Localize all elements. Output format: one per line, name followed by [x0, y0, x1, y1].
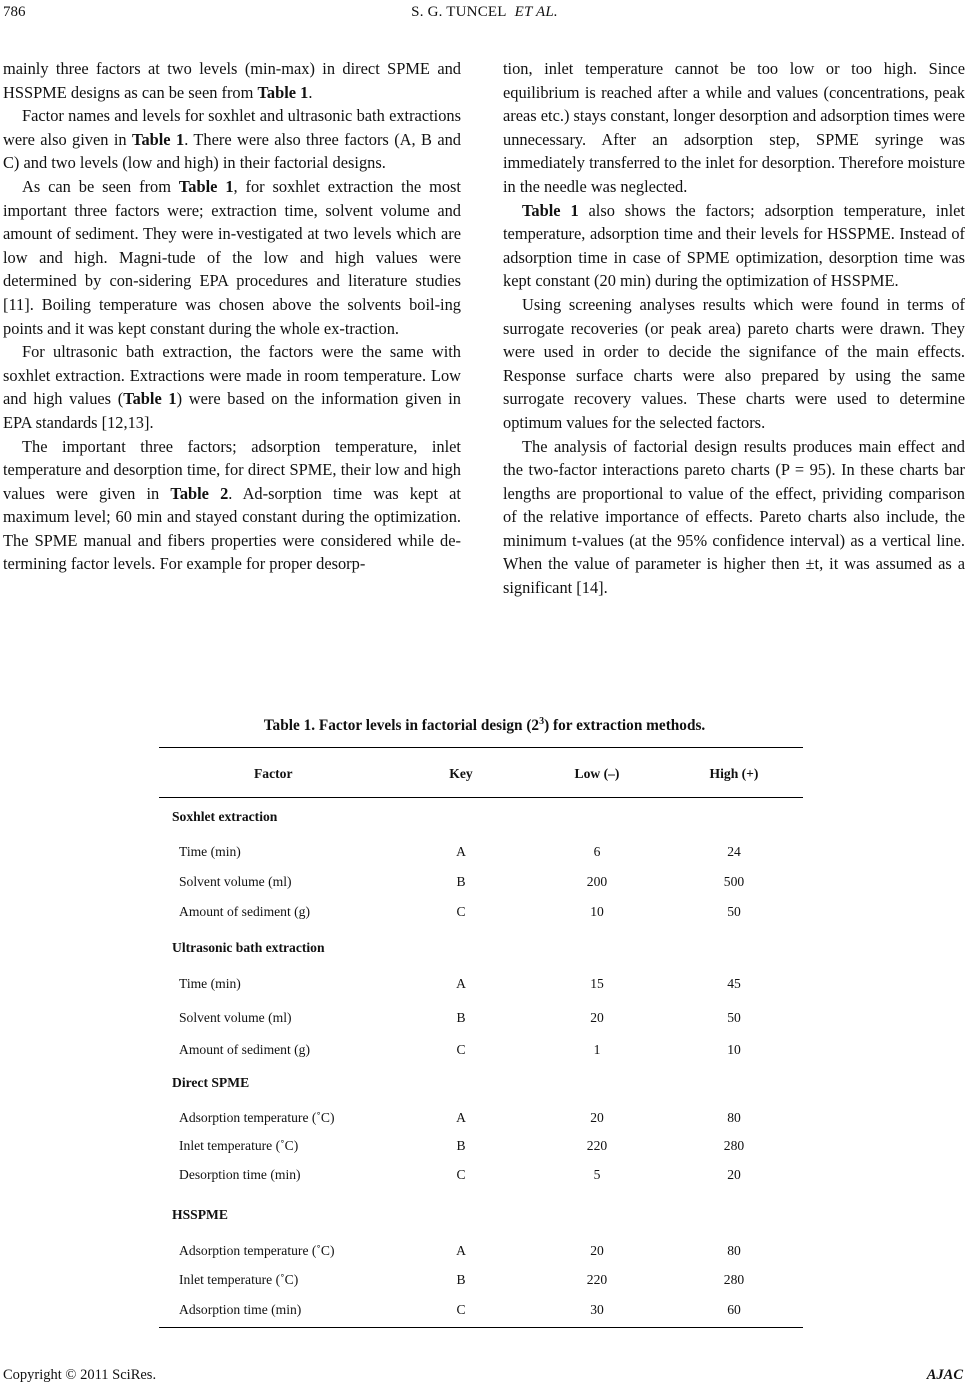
table-cell-factor: Time (min): [179, 976, 241, 991]
text-run: Using screening analyses results which were found in terms of surrogate recoveries (or peak area) pareto charts were drawn. They were used in order to decide the signifance of the main effects. Response surface charts were also prepared by using the same surrogate recovery values. These charts were used to determine optimum values for the selected factors.: [503, 294, 965, 432]
table-cell-low: 200: [586, 874, 608, 889]
text-run: As can be seen from: [22, 176, 179, 196]
table-cell-key: C: [456, 1042, 466, 1057]
text-run: The analysis of factorial design results produces main effect and the two-factor interactions pareto charts (P = 95). In these charts bar lengths are proportional to value of the effect, prividing comparison of the relative importance of effects. Pareto charts also include, the minimum t-values (at the 95% confidence interval) as a vertical line. When the value of parameter is higher then ±t, it was assumed as a significant [14].: [503, 436, 965, 598]
paragraph: [503, 293, 965, 435]
table-cell-factor: Amount of sediment (g): [179, 904, 311, 919]
table-cell-low: 220: [586, 1138, 608, 1153]
table-reference: Table 1: [132, 129, 185, 149]
group-heading: Soxhlet extraction: [172, 809, 278, 824]
running-title: [0, 4, 969, 21]
table-cell-low: 20: [590, 1110, 604, 1125]
text-run: The important three factors; adsorption temperature, inlet temperature and desorption time, for direct SPME, their low and high values were given in: [3, 436, 461, 503]
table-cell-high: 60: [727, 1302, 741, 1317]
table-reference: Table 1: [522, 200, 579, 220]
table-cell-high: 20: [727, 1167, 741, 1182]
text-run: also shows the factors; adsorption temperature, inlet temperature, adsorption time and their levels for HSSPME. Instead of adsorption time in case of SPME optimization, desorption time was kept constant (20 min) during the optimization of HSSPME.: [503, 200, 965, 291]
table-cell-factor: Solvent volume (ml): [179, 1010, 292, 1025]
table-cell-low: 20: [590, 1010, 604, 1025]
group-heading: Ultrasonic bath extraction: [172, 940, 325, 955]
table-cell-factor: Inlet temperature (˚C): [179, 1138, 299, 1153]
paragraph: [3, 435, 461, 577]
text-run: mainly three factors at two levels (min-max) in direct SPME and HSSPME designs as can be seen from: [3, 59, 461, 102]
table-cell-high: 80: [727, 1110, 741, 1125]
table-caption: [0, 716, 969, 735]
table-cell-high: 50: [727, 904, 741, 919]
text-run: , for soxhlet extraction the most important three factors were; extraction time, solvent volume and amount of sediment. They were in-vestigated at two levels which are low and high. Magni-tude of the low and high values were determined by con-sidering EPA procedures and literature studies [11]. Boiling temperature was chosen above the solvents boil-ing points and it was kept constant during the whole ex-traction.: [3, 176, 461, 338]
table-caption-prefix: Table 1. Factor levels in factorial design (2: [263, 717, 540, 735]
header-high: High (+): [709, 766, 759, 781]
table-cell-key: A: [456, 844, 466, 859]
table-cell-low: 6: [593, 844, 601, 859]
table-cell-factor: Solvent volume (ml): [179, 874, 292, 889]
table-top-rule: [159, 747, 803, 748]
table-cell-high: 280: [723, 1272, 745, 1287]
table-cell-high: 80: [727, 1243, 741, 1258]
table-cell-key: B: [456, 1272, 466, 1287]
table-reference: Table 1: [123, 389, 177, 409]
copyright: Copyright © 2011 SciRes.: [3, 1367, 157, 1383]
table-cell-low: 5: [593, 1167, 601, 1182]
table-cell-high: 500: [723, 874, 745, 889]
table-cell-key: A: [456, 976, 466, 991]
right-column: [503, 57, 965, 600]
table-cell-factor: Desorption time (min): [179, 1167, 301, 1182]
table-cell-factor: Adsorption time (min): [179, 1302, 302, 1317]
table-bottom-rule: [159, 1327, 803, 1328]
table-cell-high: 45: [727, 976, 741, 991]
paragraph: [3, 340, 461, 434]
table-cell-high: 24: [727, 844, 741, 859]
table-cell-high: 50: [727, 1010, 741, 1025]
paragraph: [503, 199, 965, 293]
paragraph: [503, 57, 965, 199]
paragraph: [3, 57, 461, 104]
group-heading: HSSPME: [172, 1207, 228, 1222]
table-cell-key: A: [456, 1110, 466, 1125]
table-reference: Table 1: [178, 176, 234, 196]
text-run: . Ad-sorption time was kept at maximum level; 60 min and stayed constant during the optimization. The SPME manual and fibers properties were considered while de-termining factor levels. For example for proper desorp-: [3, 483, 461, 574]
header-factor: Factor: [254, 766, 293, 781]
table-caption-suffix: ) for extraction methods.: [544, 717, 706, 735]
table-cell-low: 10: [590, 904, 604, 919]
table-cell-low: 20: [590, 1243, 604, 1258]
table-cell-key: B: [456, 1138, 466, 1153]
text-run: Factor names and levels for soxhlet and ultrasonic bath extractions were also given in: [3, 106, 461, 149]
page-number: 786: [3, 4, 26, 20]
table-cell-factor: Amount of sediment (g): [179, 1042, 311, 1057]
table-cell-key: B: [456, 1010, 466, 1025]
table-cell-low: 1: [593, 1042, 601, 1057]
table-cell-low: 220: [586, 1272, 608, 1287]
running-title-authors: S. G. TUNCEL: [411, 4, 507, 20]
table-cell-low: 15: [590, 976, 604, 991]
table-cell-factor: Inlet temperature (˚C): [179, 1272, 299, 1287]
table-cell-key: C: [456, 1167, 466, 1182]
table-reference: Table 2: [170, 483, 229, 503]
table-reference: Table 1: [257, 82, 309, 102]
text-run: For ultrasonic bath extraction, the factors were the same with soxhlet extraction. Extractions were made in room temperature. Low and high values (: [3, 342, 461, 409]
table-cell-key: A: [456, 1243, 466, 1258]
group-heading: Direct SPME: [172, 1075, 250, 1090]
paragraph: [503, 435, 965, 600]
text-run: ) were based on the information given in EPA standards [12,13].: [3, 389, 461, 432]
table-cell-key: C: [456, 904, 466, 919]
header-low: Low (–): [574, 766, 620, 781]
text-run: .: [308, 82, 313, 102]
journal-name: AJAC: [926, 1367, 963, 1383]
running-title-etal: ET AL.: [514, 4, 558, 20]
table-cell-factor: Adsorption temperature (˚C): [179, 1243, 335, 1258]
text-run: tion, inlet temperature cannot be too low or too high. Since equilibrium is reached after a while and values (concentrations, peak areas etc.) stays constant, longer desorption and adsorption times were unnecessary. After an adsorption step, SPME syringe was immediately transferred to the inlet for desorption. Therefore moisture in the needle was neglected.: [503, 59, 965, 196]
table-cell-key: C: [456, 1302, 466, 1317]
table-cell-low: 30: [590, 1302, 604, 1317]
table-cell-high: 10: [727, 1042, 741, 1057]
table-cell-factor: Adsorption temperature (˚C): [179, 1110, 335, 1125]
table-cell-high: 280: [723, 1138, 745, 1153]
table-cell-key: B: [456, 874, 466, 889]
text-run: . There were also three factors (A, B and C) and two levels (low and high) in their factorial designs.: [3, 129, 461, 173]
table-cell-factor: Time (min): [179, 844, 241, 859]
table-caption-sup: 3: [539, 716, 545, 727]
left-column: [3, 57, 461, 576]
header-key: Key: [449, 766, 473, 781]
table-header-rule: [159, 797, 803, 798]
paragraph: [3, 175, 461, 340]
paragraph: [3, 104, 461, 175]
